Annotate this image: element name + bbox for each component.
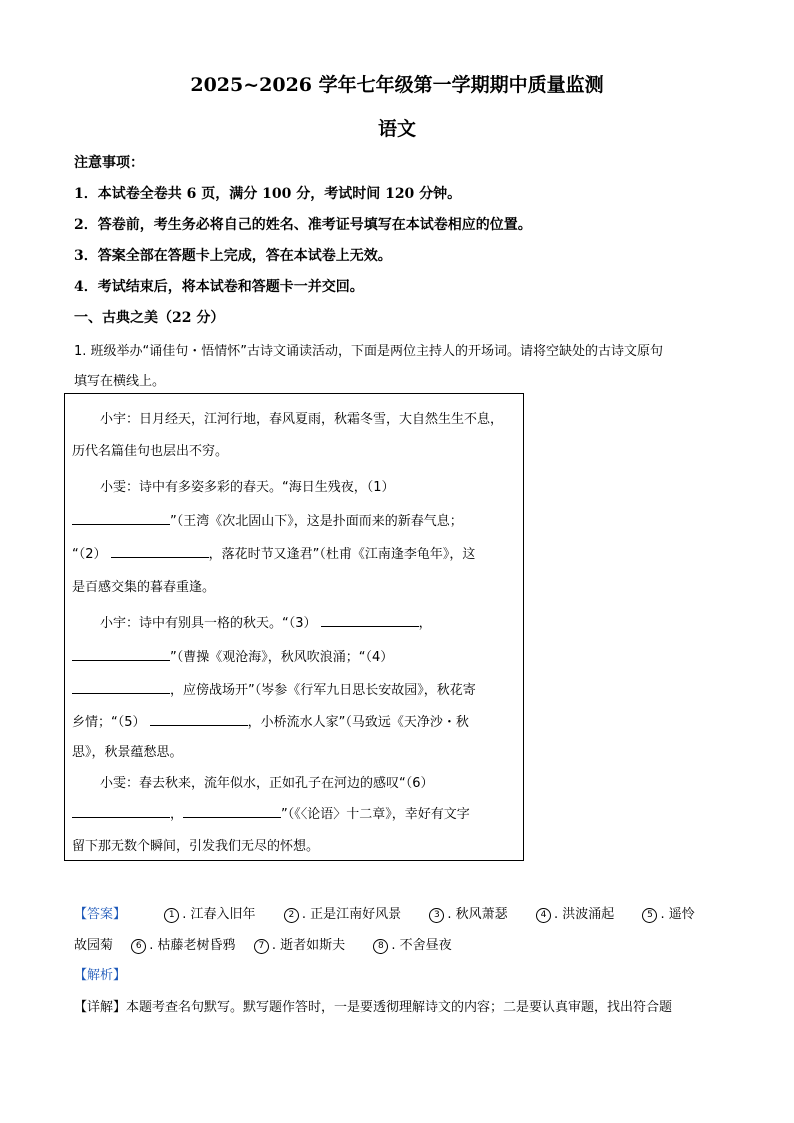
blank-line	[72, 805, 170, 818]
answer-number: 2	[284, 908, 299, 923]
dialogue-line: “（2） ，落花时节又逢君”（杜甫《江南逢李龟年》，这	[72, 547, 476, 562]
blank-line	[150, 713, 248, 726]
blank-line	[183, 805, 281, 818]
answer-line: 故园菊 6 . 枯藤老树昏鸦 7 . 逝者如斯夫 8 . 不舍昼夜	[74, 938, 452, 953]
answer-number: 8	[373, 939, 388, 954]
answer-number: 1	[164, 908, 179, 923]
answer-number: 7	[254, 939, 269, 954]
dialogue-line: ，应傍战场开”（岑参《行军九日思长安故园》，秋花寄	[72, 679, 476, 698]
blank-line	[321, 614, 419, 627]
answer-label: 【答案】	[74, 907, 127, 922]
dialogue-line: 思》，秋景蕴愁思。	[72, 745, 183, 760]
note-item: 1．本试卷全卷共 6 页，满分 100 分，考试时间 120 分钟。	[74, 186, 462, 202]
question-text: 1. 班级举办“诵佳句・悟情怀”古诗文诵读活动，下面是两位主持人的开场词。请将空缺处的古诗文原句	[74, 344, 664, 359]
analysis-label: 【解析】	[74, 968, 127, 983]
answer-line: 【答案】 1 . 江春入旧年 2 . 正是江南好风景 3 . 秋风萧瑟 4 . 洪波涌起 5 . 遥怜	[74, 907, 695, 922]
dialogue-line: 小雯：春去秋来，流年似水，正如孔子在河边的感叹“（6）	[100, 776, 434, 791]
blank-line	[111, 545, 209, 558]
subject-title: 语文	[377, 118, 416, 140]
question-text: 填写在横线上。	[74, 374, 166, 389]
answer-number: 3	[429, 908, 444, 923]
answer-number: 6	[131, 939, 146, 954]
notes-heading: 注意事项：	[74, 155, 144, 171]
dialogue-line: 小雯：诗中有多姿多彩的春天。“海日生残夜，（1）	[100, 480, 395, 495]
dialogue-line: 小宇：诗中有别具一格的秋天。“（3） ，	[100, 616, 432, 631]
answer-number: 4	[536, 908, 551, 923]
dialogue-line: 留下那无数个瞬间，引发我们无尽的怀想。	[72, 839, 320, 854]
dialogue-line: 小宇：日月经天，江河行地，春风夏雨，秋霜冬雪，大自然生生不息，	[100, 412, 504, 427]
blank-line	[72, 512, 170, 525]
dialogue-line: 历代名篇佳句也层出不穷。	[72, 444, 229, 459]
note-item: 4．考试结束后，将本试卷和答题卡一并交回。	[74, 279, 364, 295]
dialogue-line: ”（王湾《次北固山下》，这是扑面而来的新春气息；	[72, 510, 463, 529]
note-item: 2．答卷前，考生务必将自己的姓名、准考证号填写在本试卷相应的位置。	[74, 217, 532, 233]
detail-line: 【详解】本题考查名句默写。默写题作答时，一是要透彻理解诗文的内容；二是要认真审题，找出符合题	[74, 1000, 673, 1015]
dialogue-line: ， ”（《〈论语〉十二章》，幸好有文字	[72, 803, 470, 822]
page-title: 2025~2026 学年七年级第一学期期中质量监测	[190, 74, 604, 96]
dialogue-line: 是百感交集的暮春重逢。	[72, 580, 216, 595]
blank-line	[72, 648, 170, 661]
blank-line	[72, 681, 170, 694]
answer-number: 5	[642, 908, 657, 923]
dialogue-line: 乡情；“（5） ，小桥流水人家”（马致远《天净沙・秋	[72, 715, 469, 730]
note-item: 3．答案全部在答题卡上完成，答在本试卷上无效。	[74, 248, 392, 264]
dialogue-line: ”（曹操《观沧海》，秋风吹浪涌；“（4）	[72, 646, 393, 665]
section-heading: 一、古典之美（22 分）	[74, 310, 225, 326]
